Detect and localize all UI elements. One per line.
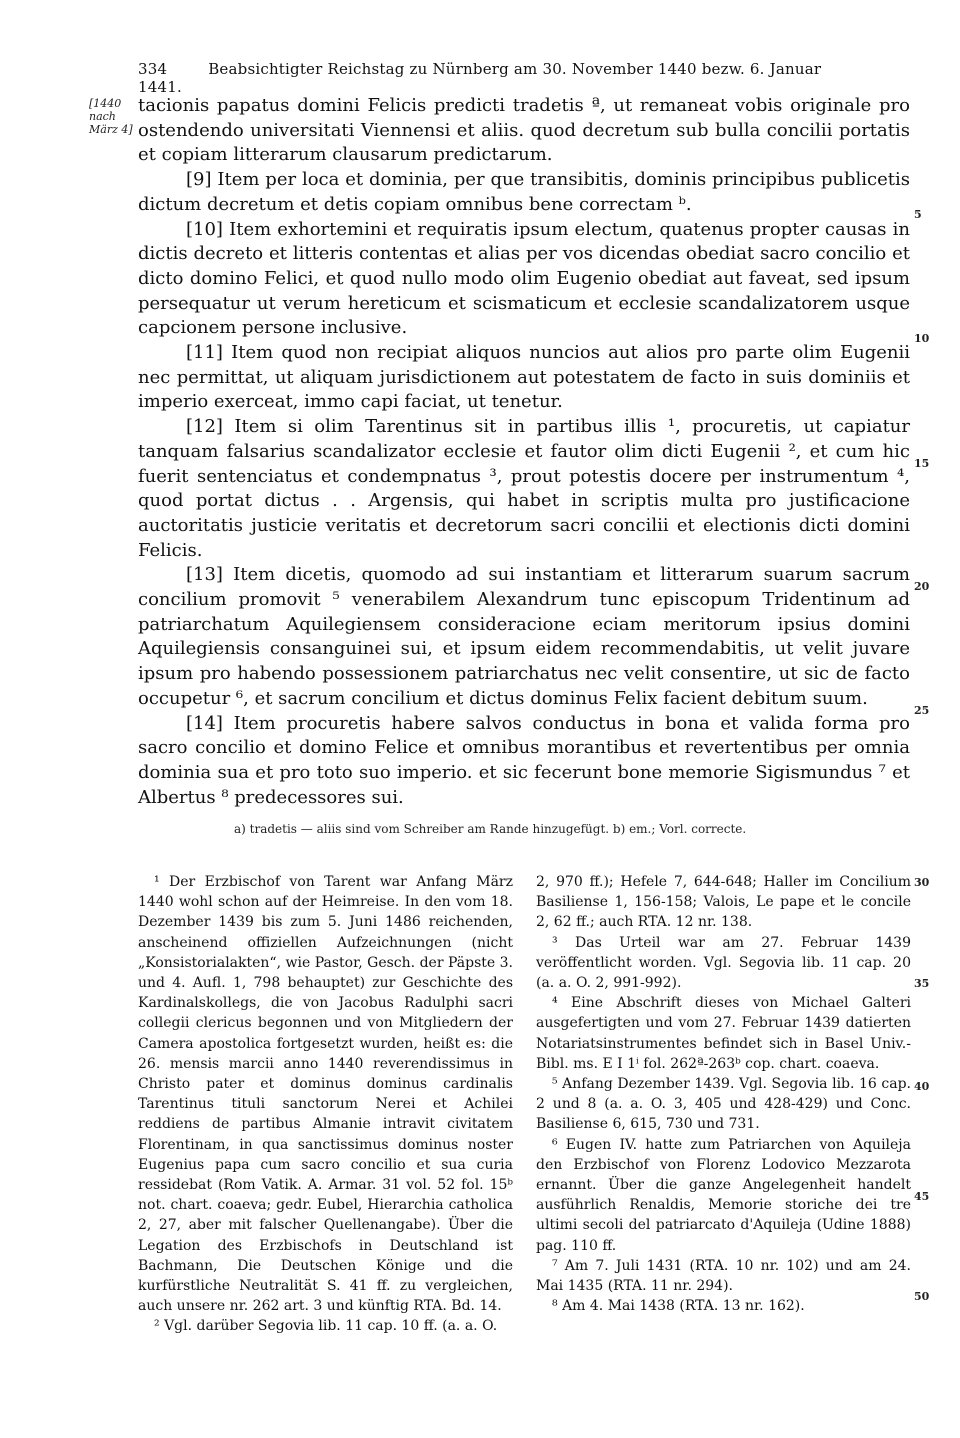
footnote-8: ⁸ Am 4. Mai 1438 (RTA. 13 nr. 162).	[552, 1298, 805, 1315]
line-number: 40	[914, 1080, 930, 1093]
footnote-7: ⁷ Am 7. Juli 1431 (RTA. 10 nr. 102) und am 24. Mai 1435 (RTA. 11 nr. 294).	[536, 1257, 911, 1295]
footnote-2: ² Vgl. darüber Segovia lib. 11 cap. 10 ff. (a. a. O.	[154, 1318, 498, 1335]
line-number: 25	[914, 704, 930, 717]
margin-date-note: [1440 nach März 4]	[89, 97, 133, 136]
footnotes-left-column	[138, 872, 513, 1337]
paragraph-continuation: tacionis papatus domini Felicis predicti tradetis ª, ut remaneat vobis originale pro ostendendo universitati Viennensi et aliis. quod decretum sub bulla concilii portatis et copiam litterarum clausarum predictarum.	[138, 95, 910, 166]
main-text	[138, 94, 910, 810]
footnote-1: ¹ Der Erzbischof von Tarent war Anfang März 1440 wohl schon auf der Heimreise. In den vom 18. Dezember 1439 bis zum 5. Juni 1486 reichenden, anscheinend offiziellen Aufzeichnungen (nicht „Konsistorialakten“, wie Pastor, Gesch. der Päpste 3. und 4. Aufl. 1, 798 behauptet) zur Geschichte des Kardinalskollegs, die von Jacobus Radulphi sacri collegii clericus begonnen und von Mitgliedern der Camera apostolica fortgesetzt wurden, heißt es: die 26. mensis marcii anno 1440 reverendissimus in Christo pater et dominus dominus cardinalis Tarentinus tituli sanctorum Nerei et Achilei reddiens de partibus Almanie intravit civitatem Florentinam, in qua sanctissimus dominus noster Eugenius papa cum sacro concilio et sua curia ressidebat (Rom Vatik. A. Armar. 31 vol. 52 fol. 15ᵇ not. chart. coaeva; gedr. Eubel, Hierarchia catholica 2, 27, aber mit falscher Quellenangabe). Über die Legation des Erzbischofs in Deutschland ist Bachmann, Die Deutschen Könige und die kurfürstliche Neutralität S. 41 ff. zu vergleichen, auch unsere nr. 262 art. 3 und künftig RTA. Bd. 14.	[138, 874, 513, 1315]
paragraph-12: [12] Item si olim Tarentinus sit in partibus illis ¹, procuretis, ut capiatur tanquam falsarius scandalizator ecclesie et fautor olim dicti Eugenii ², et cum hic fuerit sentenciatus et condempnatus ³, prout potestis docere per instrumentum ⁴, quod portat dictus . . Argensis, qui habet in scriptis multa pro justificacione auctoritatis justicie veritatis et decretorum sacri concilii et electionis dicti domini Felicis.	[138, 416, 910, 561]
line-number: 50	[914, 1290, 930, 1303]
line-number: 15	[914, 457, 930, 470]
footnotes-right-column	[536, 872, 911, 1316]
footnote-6: ⁶ Eugen IV. hatte zum Patriarchen von Aquileja den Erzbischof von Florenz Lodovico Mezzarota ernannt. Über die ganze Angelegenheit handelt ausführlich Renaldis, Memorie storiche dei tre ultimi secoli del patriarcato d'Aquileja (Udine 1888) pag. 110 ff.	[536, 1136, 911, 1254]
running-title: Beabsichtigter Reichstag zu Nürnberg am 30. November 1440 bezw. 6. Januar 1441.	[138, 60, 822, 96]
footnote-3: ³ Das Urteil war am 27. Februar 1439 veröffentlicht worden. Vgl. Segovia lib. 11 cap. 20 (a. a. O. 2, 991-992).	[536, 934, 911, 992]
line-number: 45	[914, 1190, 930, 1203]
paragraph-10: [10] Item exhortemini et requiratis ipsum electum, quatenus propter causas in dictis decreto et litteris contentas et alias per vos dicendas obediat sacro concilio et dicto domino Felici, et quod nullo modo olim Eugenio obediat aut faveat, sed ipsum persequatur ut verum hereticum et scismaticum et ecclesie scandalizatorem usque capcionem persone inclusive.	[138, 218, 910, 339]
paragraph-13: [13] Item dicetis, quomodo ad sui instantiam et litterarum suarum sacrum concilium promovit ⁵ venerabilem Alexandrum tunc episcopum Tridentinum ad patriarchatum Aquilegiensem consideracione eciam meritorum ipsius domini Aquilegiensis consanguinei sui, et ipsum eidem recommendabitis, ut velit juvare ipsum pro habendo possessionem patriarchatus nec velit consentire, ut sic de facto occupetur ⁶, et sacrum concilium et dictus dominus Felix facient debitum suum.	[138, 564, 910, 709]
footnote-4: ⁴ Eine Abschrift dieses von Michael Galteri ausgefertigten und vom 27. Februar 1439 datierten Notariatsinstrumentes befindet sich in Basel Univ.-Bibl. ms. E I 1ⁱ fol. 262ª-263ᵇ cop. chart. coaeva.	[536, 995, 911, 1072]
line-number: 5	[914, 208, 922, 221]
paragraph-14: [14] Item procuretis habere salvos conductus in bona et valida forma pro sacro concilio et domino Felice et omnibus morantibus et revertentibus per omnia dominia sua et pro toto suo imperio. et sic fecerunt bone memorie Sigismundus ⁷ et Albertus ⁸ predecessores sui.	[138, 712, 910, 808]
page-number: 334	[138, 60, 168, 78]
line-number: 30	[914, 876, 930, 889]
footnote-5: ⁵ Anfang Dezember 1439. Vgl. Segovia lib. 16 cap. 2 und 8 (a. a. O. 3, 405 und 428-429) und Conc. Basiliense 6, 615, 730 und 731.	[536, 1076, 911, 1133]
paragraph-11: [11] Item quod non recipiat aliquos nuncios aut alios pro parte olim Eugenii nec permittat, ut aliquam jurisdictionem aut potestatem de facto in suis dominiis et imperio exerceat, immo capi faciat, ut tenetur.	[138, 342, 910, 413]
paragraph-9: [9] Item per loca et dominia, per que transibitis, dominis principibus publicetis dictum decretum et detis copiam omnibus bene correctam ᵇ.	[138, 169, 910, 215]
line-number: 35	[914, 977, 930, 990]
line-number: 20	[914, 580, 930, 593]
footnote-2-continued: 2, 970 ff.); Hefele 7, 644-648; Haller im Concilium Basiliense 1, 156-158; Valois, Le pape et le concile 2, 62 ff.; auch RTA. 12 nr. 138.	[536, 874, 911, 931]
running-header	[138, 60, 828, 96]
line-number: 10	[914, 332, 930, 345]
critical-apparatus: a) tradetis — aliis sind vom Schreiber am Rande hinzugefügt. b) em.; Vorl. correcte.	[234, 822, 747, 836]
